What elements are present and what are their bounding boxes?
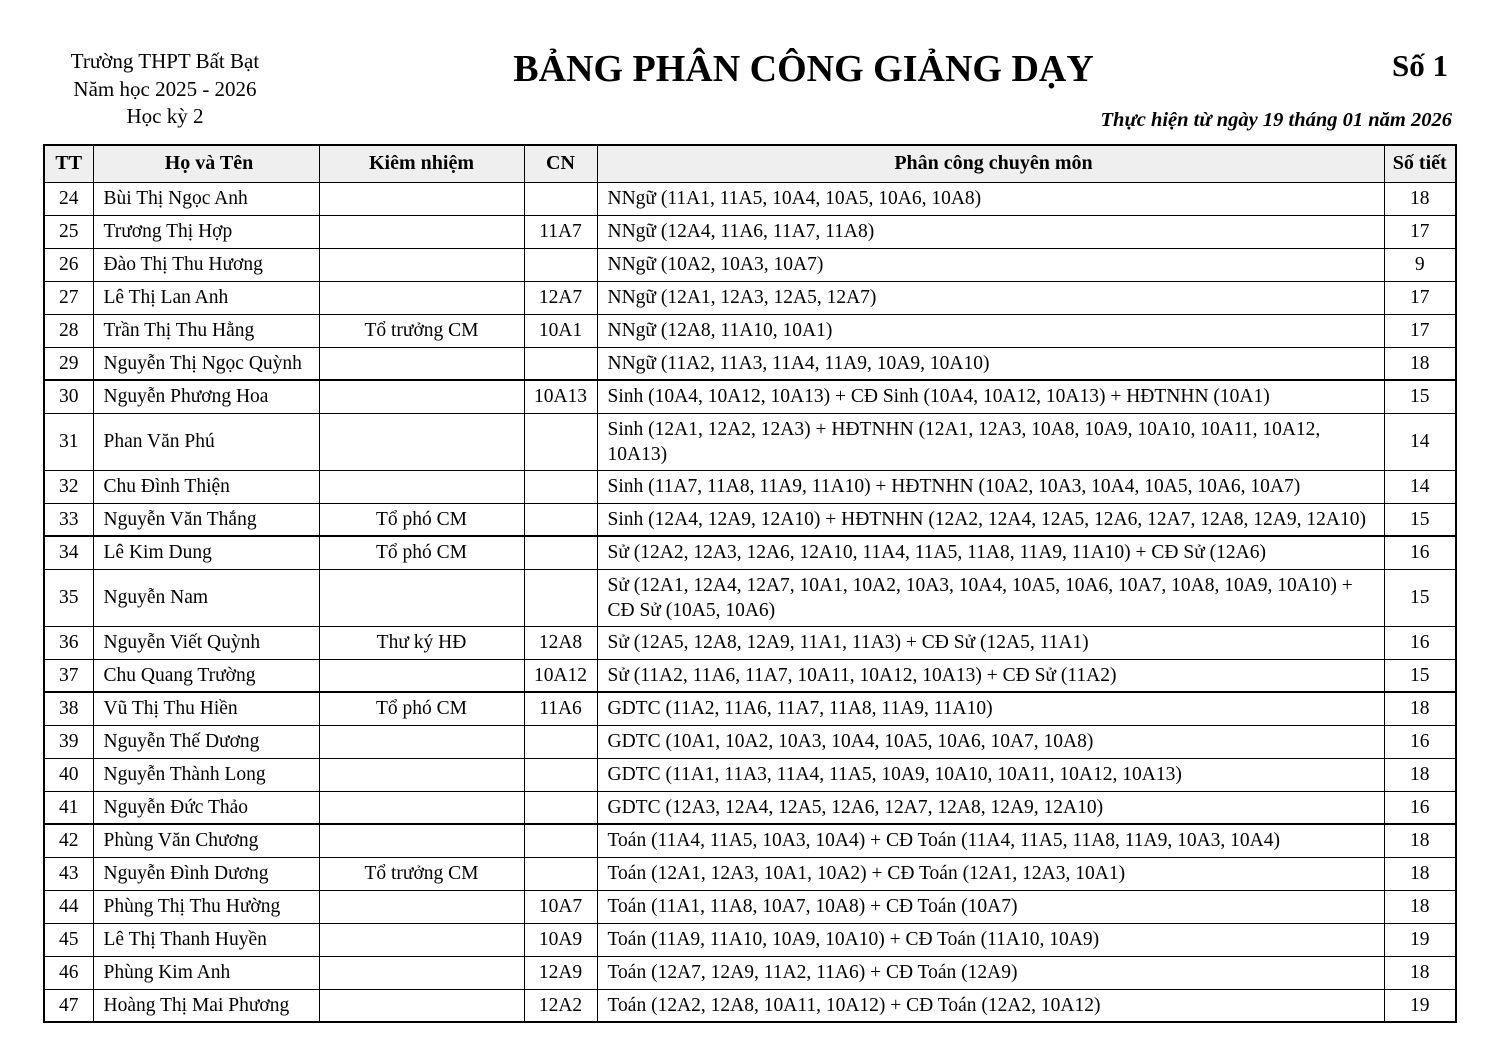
homeroom-class: 12A2 — [524, 989, 597, 1022]
teacher-name: Lê Thị Thanh Huyền — [93, 923, 319, 956]
additional-role — [319, 890, 524, 923]
period-count: 18 — [1384, 857, 1456, 890]
period-count: 14 — [1384, 470, 1456, 503]
homeroom-class: 12A7 — [524, 281, 597, 314]
col-header-periods: Số tiết — [1384, 145, 1456, 182]
additional-role — [319, 347, 524, 380]
teacher-name: Nguyễn Phương Hoa — [93, 380, 319, 413]
period-count: 9 — [1384, 248, 1456, 281]
period-count: 16 — [1384, 626, 1456, 659]
homeroom-class — [524, 413, 597, 470]
teacher-name: Phùng Thị Thu Hường — [93, 890, 319, 923]
teaching-assignment: NNgữ (11A2, 11A3, 11A4, 11A9, 10A9, 10A10) — [597, 347, 1384, 380]
table-row — [44, 758, 1456, 791]
semester: Học kỳ 2 — [126, 104, 204, 129]
additional-role — [319, 791, 524, 824]
teacher-name: Vũ Thị Thu Hiền — [93, 692, 319, 725]
teaching-assignment: Sinh (10A4, 10A12, 10A13) + CĐ Sinh (10A4, 10A12, 10A13) + HĐTNHN (10A1) — [597, 380, 1384, 413]
table-row — [44, 989, 1456, 1022]
table-row — [44, 890, 1456, 923]
table-row — [44, 215, 1456, 248]
homeroom-class: 10A1 — [524, 314, 597, 347]
homeroom-class — [524, 857, 597, 890]
teaching-assignment-table — [43, 144, 1457, 1023]
period-count: 17 — [1384, 215, 1456, 248]
homeroom-class: 12A9 — [524, 956, 597, 989]
teacher-name: Trần Thị Thu Hằng — [93, 314, 319, 347]
table-row — [44, 470, 1456, 503]
table-row — [44, 626, 1456, 659]
teacher-name: Nguyễn Thế Dương — [93, 725, 319, 758]
additional-role: Thư ký HĐ — [319, 626, 524, 659]
row-number: 47 — [44, 989, 93, 1022]
row-number: 36 — [44, 626, 93, 659]
teaching-assignment: Sử (12A1, 12A4, 12A7, 10A1, 10A2, 10A3, 10A4, 10A5, 10A6, 10A7, 10A8, 10A9, 10A10) + CĐ Sử (10A5, 10A6) — [597, 569, 1384, 626]
document-number: Số 1 — [1392, 48, 1448, 83]
teaching-assignment: Toán (12A7, 12A9, 11A2, 11A6) + CĐ Toán (12A9) — [597, 956, 1384, 989]
row-number: 35 — [44, 569, 93, 626]
col-header-assignment: Phân công chuyên môn — [597, 145, 1384, 182]
homeroom-class — [524, 503, 597, 536]
teaching-assignment: Sử (12A2, 12A3, 12A6, 12A10, 11A4, 11A5, 11A8, 11A9, 11A10) + CĐ Sử (12A6) — [597, 536, 1384, 569]
teaching-assignment: Sinh (11A7, 11A8, 11A9, 11A10) + HĐTNHN (10A2, 10A3, 10A4, 10A5, 10A6, 10A7) — [597, 470, 1384, 503]
row-number: 43 — [44, 857, 93, 890]
homeroom-class — [524, 758, 597, 791]
row-number: 34 — [44, 536, 93, 569]
additional-role — [319, 413, 524, 470]
additional-role — [319, 725, 524, 758]
row-number: 40 — [44, 758, 93, 791]
table-row — [44, 380, 1456, 413]
row-number: 30 — [44, 380, 93, 413]
row-number: 27 — [44, 281, 93, 314]
additional-role — [319, 989, 524, 1022]
homeroom-class: 12A8 — [524, 626, 597, 659]
homeroom-class: 11A6 — [524, 692, 597, 725]
table-row — [44, 314, 1456, 347]
teaching-assignment: Sinh (12A1, 12A2, 12A3) + HĐTNHN (12A1, 12A3, 10A8, 10A9, 10A10, 10A11, 10A12, 10A13) — [597, 413, 1384, 470]
additional-role: Tổ phó CM — [319, 503, 524, 536]
teaching-assignment: GDTC (10A1, 10A2, 10A3, 10A4, 10A5, 10A6, 10A7, 10A8) — [597, 725, 1384, 758]
teaching-assignment: Sinh (12A4, 12A9, 12A10) + HĐTNHN (12A2, 12A4, 12A5, 12A6, 12A7, 12A8, 12A9, 12A10) — [597, 503, 1384, 536]
teaching-assignment: NNgữ (12A8, 11A10, 10A1) — [597, 314, 1384, 347]
additional-role: Tổ phó CM — [319, 536, 524, 569]
table-row — [44, 956, 1456, 989]
teaching-assignment: GDTC (11A2, 11A6, 11A7, 11A8, 11A9, 11A10) — [597, 692, 1384, 725]
additional-role — [319, 182, 524, 215]
additional-role — [319, 758, 524, 791]
homeroom-class — [524, 725, 597, 758]
row-number: 26 — [44, 248, 93, 281]
row-number: 32 — [44, 470, 93, 503]
homeroom-class — [524, 569, 597, 626]
period-count: 18 — [1384, 182, 1456, 215]
table-row — [44, 692, 1456, 725]
homeroom-class — [524, 536, 597, 569]
teacher-name: Chu Quang Trường — [93, 659, 319, 692]
teaching-assignment: Toán (11A1, 11A8, 10A7, 10A8) + CĐ Toán (10A7) — [597, 890, 1384, 923]
table-row — [44, 857, 1456, 890]
period-count: 18 — [1384, 824, 1456, 857]
teaching-assignment: Sử (11A2, 11A6, 11A7, 10A11, 10A12, 10A13) + CĐ Sử (11A2) — [597, 659, 1384, 692]
period-count: 15 — [1384, 659, 1456, 692]
period-count: 18 — [1384, 956, 1456, 989]
period-count: 19 — [1384, 989, 1456, 1022]
col-header-tt: TT — [44, 145, 93, 182]
teacher-name: Nguyễn Viết Quỳnh — [93, 626, 319, 659]
homeroom-class: 10A7 — [524, 890, 597, 923]
additional-role — [319, 956, 524, 989]
table-row — [44, 536, 1456, 569]
table-row — [44, 413, 1456, 470]
table-row — [44, 923, 1456, 956]
teacher-name: Lê Thị Lan Anh — [93, 281, 319, 314]
row-number: 25 — [44, 215, 93, 248]
teaching-assignment: NNgữ (10A2, 10A3, 10A7) — [597, 248, 1384, 281]
homeroom-class — [524, 824, 597, 857]
col-header-role: Kiêm nhiệm — [319, 145, 524, 182]
teacher-name: Lê Kim Dung — [93, 536, 319, 569]
additional-role — [319, 569, 524, 626]
homeroom-class: 11A7 — [524, 215, 597, 248]
additional-role: Tổ phó CM — [319, 692, 524, 725]
row-number: 38 — [44, 692, 93, 725]
teaching-assignment: NNgữ (12A4, 11A6, 11A7, 11A8) — [597, 215, 1384, 248]
homeroom-class — [524, 470, 597, 503]
period-count: 18 — [1384, 692, 1456, 725]
teaching-assignment: NNgữ (12A1, 12A3, 12A5, 12A7) — [597, 281, 1384, 314]
teaching-assignment: GDTC (12A3, 12A4, 12A5, 12A6, 12A7, 12A8, 12A9, 12A10) — [597, 791, 1384, 824]
homeroom-class: 10A9 — [524, 923, 597, 956]
additional-role: Tổ trưởng CM — [319, 314, 524, 347]
homeroom-class — [524, 791, 597, 824]
row-number: 39 — [44, 725, 93, 758]
teacher-name: Nguyễn Thành Long — [93, 758, 319, 791]
period-count: 16 — [1384, 725, 1456, 758]
teacher-name: Phùng Văn Chương — [93, 824, 319, 857]
teacher-name: Bùi Thị Ngọc Anh — [93, 182, 319, 215]
teacher-name: Trương Thị Hợp — [93, 215, 319, 248]
teaching-assignment: Sử (12A5, 12A8, 12A9, 11A1, 11A3) + CĐ Sử (12A5, 11A1) — [597, 626, 1384, 659]
teaching-assignment: Toán (11A9, 11A10, 10A9, 10A10) + CĐ Toán (11A10, 10A9) — [597, 923, 1384, 956]
row-number: 37 — [44, 659, 93, 692]
period-count: 14 — [1384, 413, 1456, 470]
teacher-name: Phùng Kim Anh — [93, 956, 319, 989]
table-row — [44, 569, 1456, 626]
period-count: 15 — [1384, 380, 1456, 413]
row-number: 45 — [44, 923, 93, 956]
table-header — [44, 145, 1456, 182]
table-body — [44, 182, 1456, 1022]
additional-role — [319, 248, 524, 281]
row-number: 41 — [44, 791, 93, 824]
table-row — [44, 725, 1456, 758]
teacher-name: Nguyễn Văn Thắng — [93, 503, 319, 536]
homeroom-class — [524, 182, 597, 215]
table-row — [44, 182, 1456, 215]
period-count: 16 — [1384, 536, 1456, 569]
table-row — [44, 248, 1456, 281]
row-number: 33 — [44, 503, 93, 536]
teacher-name: Hoàng Thị Mai Phương — [93, 989, 319, 1022]
page-title: BẢNG PHÂN CÔNG GIẢNG DẠY — [513, 48, 1094, 90]
homeroom-class: 10A13 — [524, 380, 597, 413]
teacher-name: Phan Văn Phú — [93, 413, 319, 470]
table-row — [44, 824, 1456, 857]
row-number: 44 — [44, 890, 93, 923]
teacher-name: Đào Thị Thu Hương — [93, 248, 319, 281]
teaching-assignment: Toán (11A4, 11A5, 10A3, 10A4) + CĐ Toán (11A4, 11A5, 11A8, 11A9, 10A3, 10A4) — [597, 824, 1384, 857]
teacher-name: Nguyễn Thị Ngọc Quỳnh — [93, 347, 319, 380]
period-count: 19 — [1384, 923, 1456, 956]
additional-role — [319, 470, 524, 503]
row-number: 29 — [44, 347, 93, 380]
additional-role — [319, 659, 524, 692]
homeroom-class — [524, 248, 597, 281]
school-year: Năm học 2025 - 2026 — [73, 76, 257, 101]
additional-role — [319, 824, 524, 857]
teacher-name: Nguyễn Đức Thảo — [93, 791, 319, 824]
col-header-homeroom: CN — [524, 145, 597, 182]
period-count: 17 — [1384, 281, 1456, 314]
additional-role — [319, 380, 524, 413]
row-number: 31 — [44, 413, 93, 470]
table-row — [44, 503, 1456, 536]
period-count: 18 — [1384, 890, 1456, 923]
table-row — [44, 281, 1456, 314]
table-row — [44, 791, 1456, 824]
row-number: 46 — [44, 956, 93, 989]
teacher-name: Nguyễn Nam — [93, 569, 319, 626]
row-number: 28 — [44, 314, 93, 347]
teacher-name: Nguyễn Đình Dương — [93, 857, 319, 890]
period-count: 17 — [1384, 314, 1456, 347]
homeroom-class — [524, 347, 597, 380]
additional-role — [319, 281, 524, 314]
school-name: Trường THPT Bất Bạt — [70, 49, 260, 73]
period-count: 18 — [1384, 758, 1456, 791]
additional-role: Tổ trưởng CM — [319, 857, 524, 890]
table-header-row — [44, 145, 1456, 182]
row-number: 42 — [44, 824, 93, 857]
additional-role — [319, 215, 524, 248]
teaching-assignment: NNgữ (11A1, 11A5, 10A4, 10A5, 10A6, 10A8) — [597, 182, 1384, 215]
period-count: 16 — [1384, 791, 1456, 824]
table-row — [44, 659, 1456, 692]
period-count: 15 — [1384, 503, 1456, 536]
school-info-block — [40, 48, 290, 131]
period-count: 18 — [1384, 347, 1456, 380]
teaching-assignment: Toán (12A1, 12A3, 10A1, 10A2) + CĐ Toán (12A1, 12A3, 10A1) — [597, 857, 1384, 890]
teacher-name: Chu Đình Thiện — [93, 470, 319, 503]
effective-date: Thực hiện từ ngày 19 tháng 01 năm 2026 — [1100, 109, 1452, 132]
period-count: 15 — [1384, 569, 1456, 626]
col-header-name: Họ và Tên — [93, 145, 319, 182]
row-number: 24 — [44, 182, 93, 215]
teaching-assignment: Toán (12A2, 12A8, 10A11, 10A12) + CĐ Toán (12A2, 10A12) — [597, 989, 1384, 1022]
table-row — [44, 347, 1456, 380]
additional-role — [319, 923, 524, 956]
homeroom-class: 10A12 — [524, 659, 597, 692]
teaching-assignment: GDTC (11A1, 11A3, 11A4, 11A5, 10A9, 10A10, 10A11, 10A12, 10A13) — [597, 758, 1384, 791]
